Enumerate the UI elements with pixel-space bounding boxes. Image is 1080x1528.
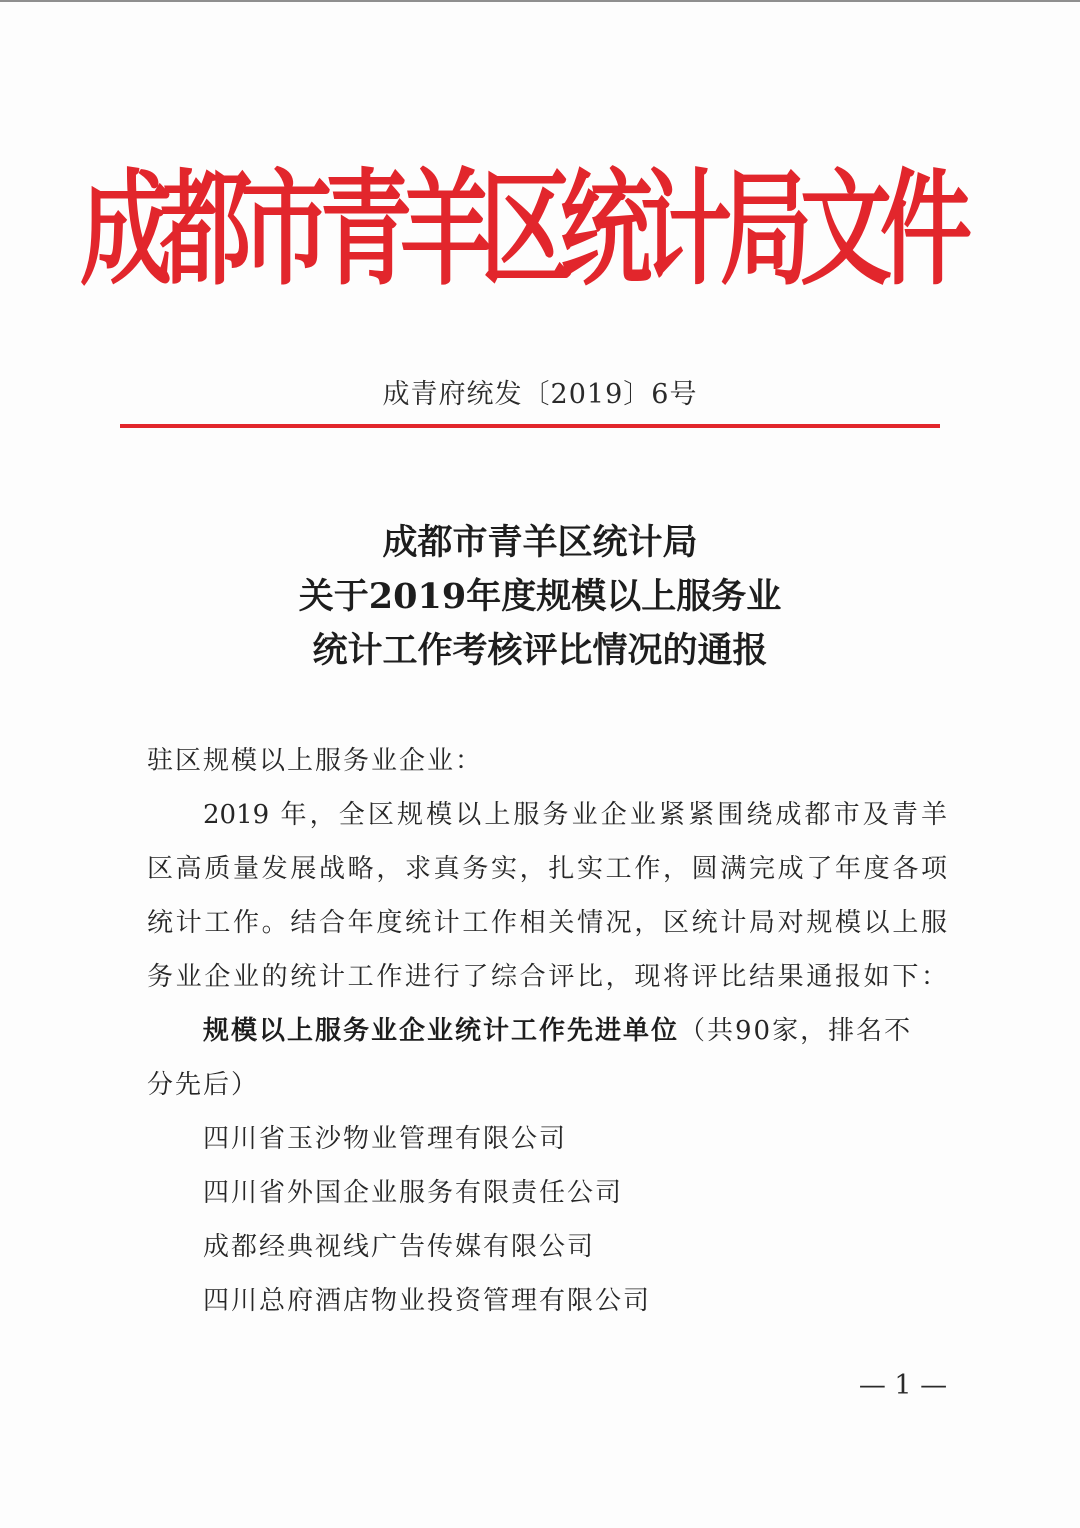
- company-list-item: 四川总府酒店物业投资管理有限公司: [203, 1286, 652, 1316]
- company-list-item: 四川省玉沙物业管理有限公司: [203, 1124, 568, 1154]
- award-heading-rest: （共90家，排名不: [679, 1016, 913, 1046]
- red-divider-rule: [120, 424, 940, 428]
- paragraph-line-1: 2019 年，全区规模以上服务业企业紧紧围绕成都市及青羊: [203, 800, 947, 830]
- paragraph-line-2: 区高质量发展战略，求真务实，扎实工作，圆满完成了年度各项: [147, 854, 947, 884]
- page-number: — 1 —: [858, 1370, 948, 1401]
- document-number: 成青府统发〔2019〕6号: [382, 379, 698, 410]
- notice-title-line-3: 统计工作考核评比情况的通报: [312, 630, 768, 671]
- masthead-title: 成都市青羊区统计局文件: [80, 157, 961, 303]
- paragraph-line-3: 统计工作。结合年度统计工作相关情况，区统计局对规模以上服: [147, 908, 947, 938]
- company-list-item: 四川省外国企业服务有限责任公司: [203, 1178, 624, 1208]
- award-heading-bold: 规模以上服务业企业统计工作先进单位: [203, 1016, 680, 1046]
- award-heading-continuation: 分先后）: [147, 1070, 260, 1100]
- award-heading: [147, 1004, 947, 1058]
- notice-title-line-1: 成都市青羊区统计局: [382, 522, 698, 563]
- page-top-edge: [0, 0, 1080, 2]
- notice-title: [0, 516, 1080, 678]
- paragraph-line-4: 务业企业的统计工作进行了综合评比，现将评比结果通报如下：: [147, 962, 947, 992]
- notice-body: [147, 734, 947, 1328]
- company-list-item: 成都经典视线广告传媒有限公司: [203, 1232, 596, 1262]
- notice-title-line-2: 关于2019年度规模以上服务业: [298, 576, 782, 617]
- salutation: 驻区规模以上服务业企业：: [147, 746, 484, 776]
